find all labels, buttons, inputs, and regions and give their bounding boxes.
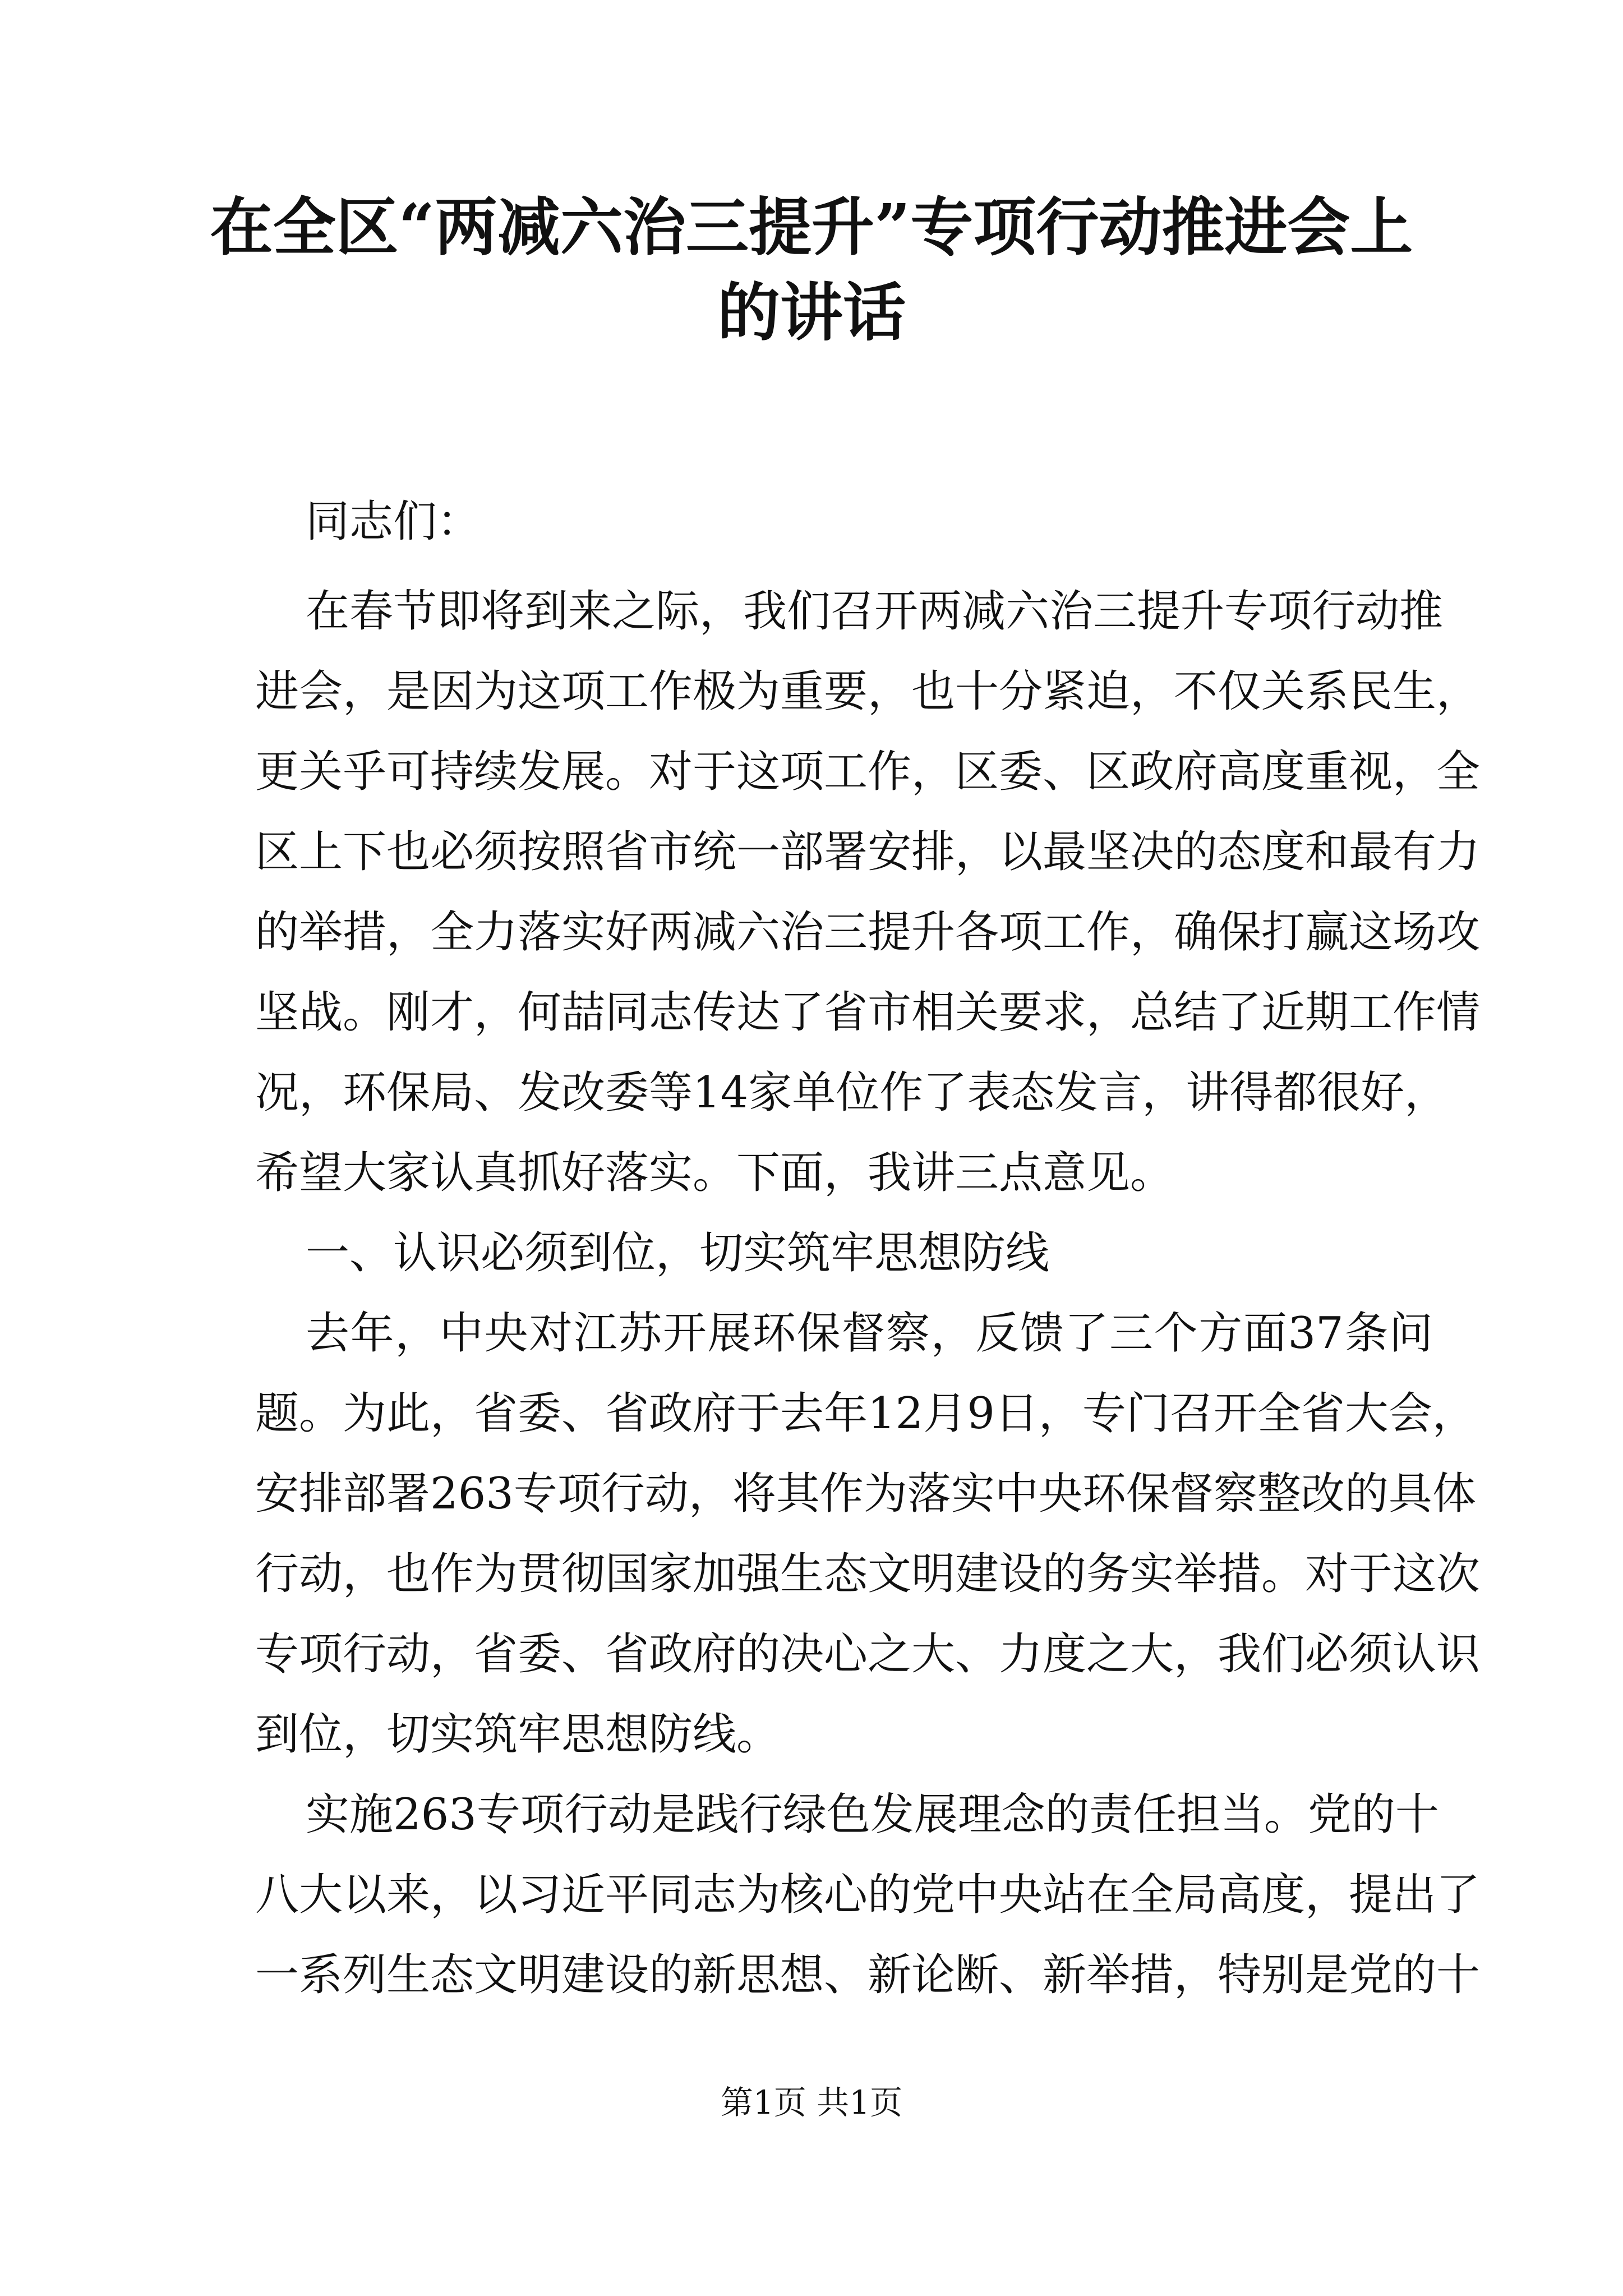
paragraph-line: 坚战。刚才，何喆同志传达了省市相关要求，总结了近期工作情	[255, 987, 1481, 1038]
paragraph-line: 希望大家认真抓好落实。下面，我讲三点意见。	[255, 1148, 1174, 1198]
paragraph-line: 进会，是因为这项工作极为重要，也十分紧迫，不仅关系民生，	[255, 666, 1481, 717]
title-line-2: 的讲话	[717, 276, 906, 349]
paragraph-line: 一系列生态文明建设的新思想、新论断、新举措，特别是党的十	[255, 1950, 1481, 2000]
paragraph-line: 专项行动，省委、省政府的决心之大、力度之大，我们必须认识	[255, 1629, 1481, 1680]
page-footer: 第1页 共1页	[720, 2083, 903, 2122]
paragraph-line: 行动，也作为贯彻国家加强生态文明建设的务实举措。对于这次	[255, 1549, 1481, 1599]
salutation: 同志们：	[306, 496, 481, 547]
paragraph-line: 去年，中央对江苏开展环保督察，反馈了三个方面37条问	[306, 1308, 1433, 1359]
paragraph-line: 安排部署263专项行动，将其作为落实中央环保督察整改的具体	[255, 1469, 1476, 1519]
paragraph-line: 更关乎可持续发展。对于这项工作，区委、区政府高度重视，全	[255, 747, 1481, 797]
paragraph-line: 实施263专项行动是践行绿色发展理念的责任担当。党的十	[306, 1789, 1439, 1840]
paragraph-line: 题。为此，省委、省政府于去年12月9日，专门召开全省大会，	[255, 1388, 1476, 1439]
paragraph-line: 的举措，全力落实好两减六治三提升各项工作，确保打赢这场攻	[255, 907, 1481, 958]
section-heading: 一、认识必须到位，切实筑牢思想防线	[306, 1228, 1050, 1278]
paragraph-line: 八大以来，以习近平同志为核心的党中央站在全局高度，提出了	[255, 1870, 1481, 1920]
paragraph-line: 况，环保局、发改委等14家单位作了表态发言，讲得都很好，	[255, 1068, 1449, 1118]
title-line-1: 在全区“两减六治三提升”专项行动推进会上	[210, 191, 1413, 264]
paragraph-line: 在春节即将到来之际，我们召开两减六治三提升专项行动推	[306, 586, 1444, 637]
paragraph-line: 到位，切实筑牢思想防线。	[255, 1709, 781, 1760]
paragraph-line: 区上下也必须按照省市统一部署安排，以最坚决的态度和最有力	[255, 827, 1481, 877]
